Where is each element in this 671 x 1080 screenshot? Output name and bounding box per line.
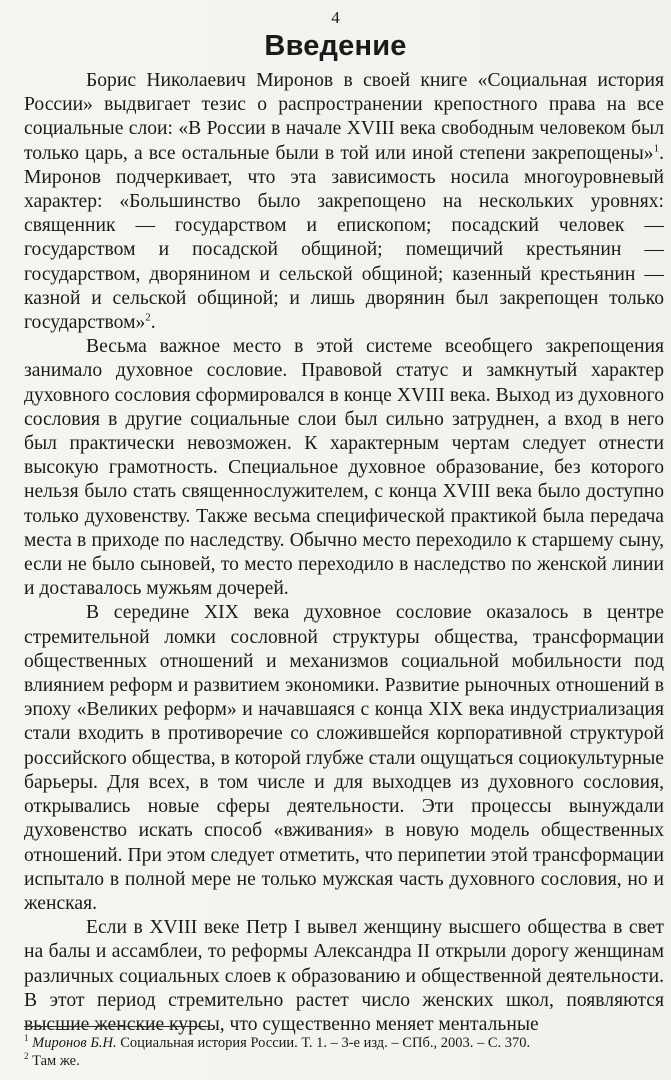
paragraph-1-part-c: . bbox=[150, 312, 156, 334]
footnote-2-mark: 2 bbox=[24, 1051, 29, 1062]
footnote-ref-2[interactable]: 2 bbox=[145, 311, 151, 324]
body-text bbox=[24, 69, 664, 1037]
footnote-1-author: Миронов Б.Н. bbox=[32, 1035, 117, 1051]
paragraph-1-part-b: . Миронов подчеркивает, что эта зависимость носила многоуровневый характер: «Большинство было закрепощено на нескольких уровнях: священник — государством и епископом; посадский человек — государством и посадской общиной; помещичий крестьянин — государством, дворянином и сельской общиной; казенный крестьянин — казной и сельской общиной; и лишь дворянин был закрепощен только государством» bbox=[24, 142, 664, 334]
page-number: 4 bbox=[331, 8, 340, 27]
paragraph-1-part-a: Борис Николаевич Миронов в своей книге «Социальная история России» выдвигает тезис о распространении крепостного права на все социальные слои: «В России в начале XVIII века свободным человеком был только царь, а все остальные были в той или иной степени закрепощены» bbox=[24, 70, 664, 164]
paragraph-1 bbox=[24, 69, 664, 335]
page-title: Введение bbox=[264, 30, 407, 62]
paragraph-4: Если в XVIII веке Петр I вывел женщину высшего общества в свет на балы и ассамблеи, то реформы Александра II открыли дорогу женщинам различных социальных слоев к образованию и общественной деятельности. В этот период стремительно растет число женских школ, появляются высшие женские курсы, что существенно меняет ментальные bbox=[24, 917, 664, 1035]
footnote-2 bbox=[24, 1052, 664, 1070]
footnotes bbox=[24, 1034, 664, 1070]
paragraph-3: В середине XIX века духовное сословие оказалось в центре стремительной ломки сословной структуры общества, трансформации общественных отношений и механизмов социальной мобильности под влиянием реформ и развитием экономики. Развитие рыночных отношений в эпоху «Великих реформ» и начавшаяся с конца XIX века индустриализация стали входить в противоречие со сложившейся корпоративной структурой российского общества, в которой глубже стали ощущаться социокультурные барьеры. Для всех, в том числе и для выходцев из духовного сословия, открывались новые сферы деятельности. Эти процессы вынуждали духовенство искать способ «вживания» в новую модель общественных отношений. При этом следует отметить, что перипетии этой трансформации испытало в полной мере не только мужская часть духовного сословия, но и женская. bbox=[24, 602, 664, 914]
paragraph-2: Весьма важное место в этой системе всеобщего закрепощения занимало духовное сословие. Правовой статус и замкнутый характер духовного сословия сформировался в конце XVIII века. Выход из духовного сословия в другие социальные слои был сильно затруднен, а вход в него был практически невозможен. К характерным чертам следует отнести высокую грамотность. Специальное духовное образование, без которого нельзя было стать священнослужителем, с конца XVIII века было доступно только духовенству. Также весьма специфической практикой была передача места в приходе по наследству. Обычно место переходило к старшему сыну, если не было сыновей, то место переходило в наследство по женской линии и доставалось мужьям дочерей. bbox=[24, 336, 664, 600]
footnote-1 bbox=[24, 1034, 664, 1052]
footnote-1-mark: 1 bbox=[24, 1033, 29, 1044]
footnote-2-text: Там же. bbox=[28, 1053, 80, 1069]
footnote-divider bbox=[24, 1026, 209, 1027]
footnote-ref-1[interactable]: 1 bbox=[653, 142, 660, 155]
footnote-1-text: Социальная история России. Т. 1. – 3-е изд. – СПб., 2003. – С. 370. bbox=[116, 1035, 531, 1051]
